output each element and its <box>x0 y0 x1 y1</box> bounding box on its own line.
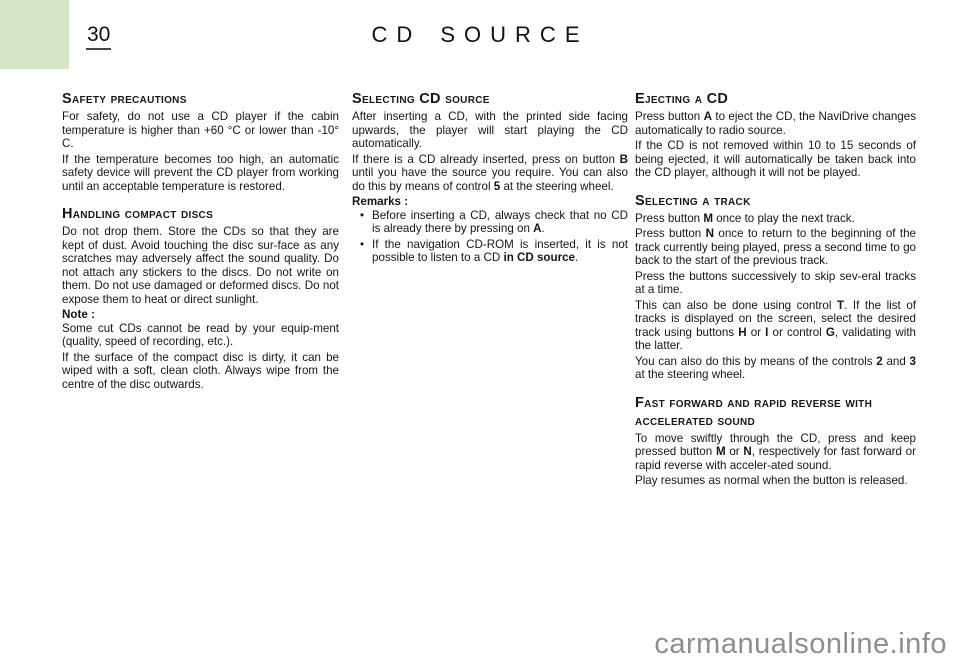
section-heading: Selecting a track <box>635 192 751 209</box>
bullet-item <box>352 238 628 265</box>
paragraph: To move swiftly through the CD, press and keep pressed button M or N, respectively for fast forward or rapid reverse with acceler-ated sound. <box>635 431 916 472</box>
paragraph: Press button N once to return to the beginning of the track currently being played, press a second time to go back to the start of the previous track. <box>635 227 917 267</box>
paragraph: If there is a CD already inserted, press on button B until you have the source you require. You can also do this by means of control 5 at the steering wheel. <box>352 152 628 193</box>
page-title: CD SOURCE <box>371 22 589 47</box>
section-heading: Fast forward and rapid reverse with accelerated sound <box>635 394 873 429</box>
column-2 <box>352 90 628 267</box>
column-1 <box>62 90 339 393</box>
section-heading: Safety precautions <box>62 91 187 107</box>
bold-label: Remarks : <box>352 195 409 208</box>
page-number: 30 <box>86 24 111 50</box>
paragraph: After inserting a CD, with the printed side facing upwards, the player will start playing the CD automatically. <box>352 110 628 150</box>
paragraph: For safety, do not use a CD player if the cabin temperature is higher than +60 °C or lower than -10° C. <box>62 110 339 150</box>
paragraph: Press button A to eject the CD, the NaviDrive changes automatically to radio source. <box>635 110 916 137</box>
column-3 <box>635 90 916 490</box>
bullet-text: Before inserting a CD, always check that no CD is already there by pressing on A. <box>372 208 628 235</box>
section-heading: Ejecting a CD <box>635 91 729 107</box>
paragraph: If the surface of the compact disc is dirty, it can be wiped with a soft, clean cloth. Always wipe from the centre of the disc outwards. <box>62 350 339 391</box>
paragraph: You can also do this by means of the controls 2 and 3 at the steering wheel. <box>635 354 916 381</box>
paragraph: If the CD is not removed within 10 to 15 seconds of being ejected, it will automatically be taken back into the CD player, although it will not be played. <box>635 139 916 179</box>
watermark: carmanualsonline.info <box>654 628 947 660</box>
paragraph: Some cut CDs cannot be read by your equip-ment (quality, speed of recording, etc.). <box>62 321 339 348</box>
paragraph: Do not drop them. Store the CDs so that they are kept of dust. Avoid touching the disc sur-face as any scratches may adversely affect the sound quality. Do not attach any stickers to the discs. Do not write on them. Do not use damaged or deformed discs. Do not expose them to heat or direct sunlight. <box>62 225 339 306</box>
section-heading: Selecting CD source <box>352 91 490 107</box>
paragraph: Play resumes as normal when the button is released. <box>635 474 908 487</box>
bullet-icon: • <box>360 237 365 251</box>
paragraph: Press the buttons successively to skip sev-eral tracks at a time. <box>635 269 916 296</box>
paragraph: This can also be done using control T. If the list of tracks is displayed on the screen, select the desired track using buttons H or I or control G, validating with the latter. <box>635 298 916 352</box>
bullet-text: If the navigation CD-ROM is inserted, it is not possible to listen to a CD in CD source. <box>372 237 628 264</box>
paragraph: Press button M once to play the next track. <box>635 211 855 225</box>
section-heading: Handling compact discs <box>62 206 214 222</box>
bold-label: Note : <box>62 308 95 321</box>
paragraph: If the temperature becomes too high, an automatic safety device will prevent the CD player from working until an acceptable temperature is restored. <box>62 152 339 193</box>
bullet-item <box>352 209 628 236</box>
bullet-icon: • <box>360 208 365 222</box>
